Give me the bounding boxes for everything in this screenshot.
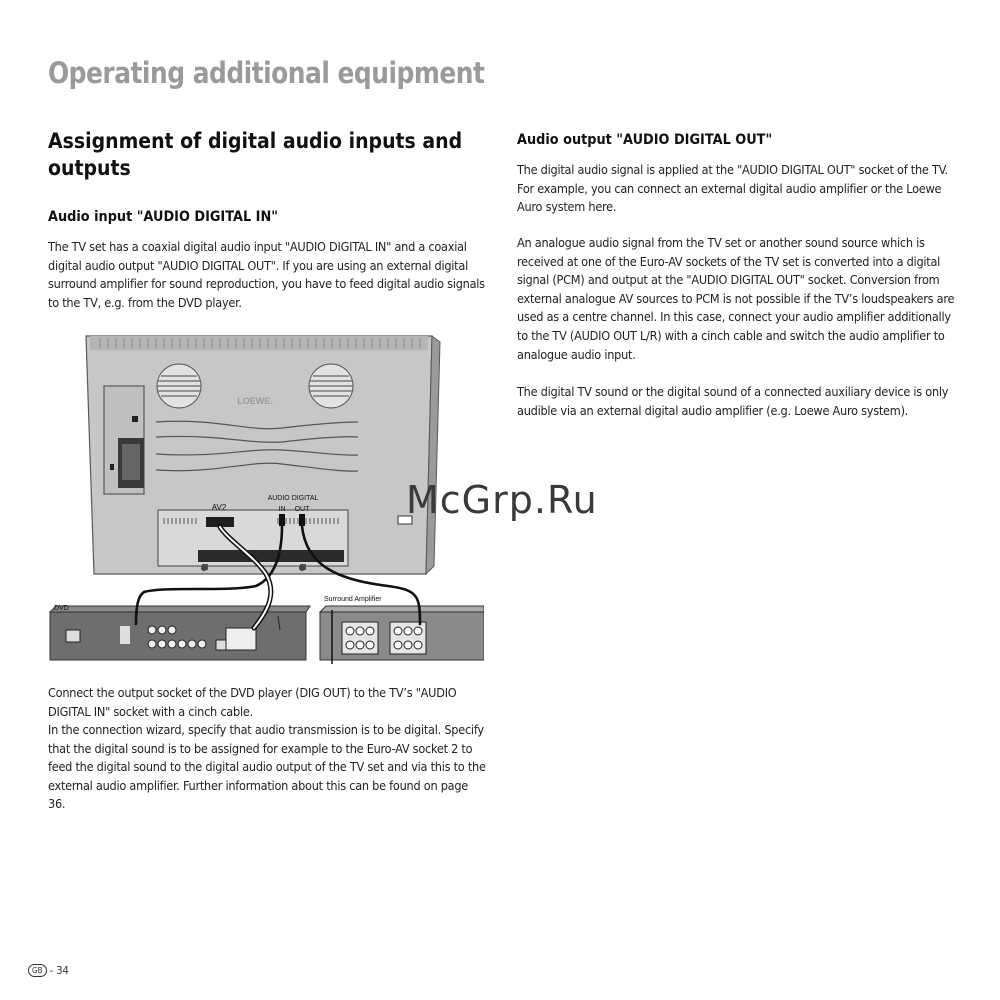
audio-digital-label: AUDIO DIGITAL: [267, 495, 319, 502]
speaker-grille-left: [157, 364, 201, 408]
dvd-label: DVD: [54, 605, 69, 612]
wizard-paragraph: In the connection wizard, specify that audio transmission is to be digital. Specify that the digital sound is to be assigned for example to the Euro-AV socket 2 to feed the digital sound to the digital audio output of the TV set and via this to the external audio amplifier. Further information about this can be found on page 36.: [48, 722, 486, 812]
in-label: IN: [278, 506, 286, 513]
connect-paragraph: Connect the output socket of the DVD player (DIG OUT) to the TV’s "AUDIO DIGITAL IN" socket with a cinch cable.: [48, 685, 457, 719]
section-title: Assignment of digital audio inputs and outputs: [48, 129, 463, 180]
audio-output-paragraph-1: The digital audio signal is applied at the "AUDIO DIGITAL OUT" socket of the TV. For example, you can connect an external digital audio amplifier or the Loewe Auro system here.: [517, 162, 948, 215]
audio-output-paragraph-3: The digital TV sound or the digital sound of a connected auxiliary device is only audible via an external digital audio amplifier (e.g. Loewe Auro system).: [517, 384, 949, 418]
dvd-player: [50, 606, 310, 660]
audio-output-heading: Audio output "AUDIO DIGITAL OUT": [517, 132, 773, 148]
page-title: Operating additional equipment: [48, 56, 485, 90]
surround-amplifier: [320, 606, 484, 664]
speaker-grille-right: [309, 364, 353, 408]
out-label: OUT: [294, 506, 310, 513]
av2-label: AV2: [211, 503, 227, 512]
tv-back-panel: [86, 336, 440, 574]
page-number: - 34: [49, 964, 69, 977]
tv-brand-logo: LOEWE.: [237, 396, 273, 406]
country-badge: GB: [28, 964, 47, 977]
audio-input-heading: Audio input "AUDIO DIGITAL IN": [48, 209, 278, 225]
audio-output-paragraph-2: An analogue audio signal from the TV set or another sound source which is received at one of the Euro-AV sockets of the TV set is converted into a digital signal (PCM) and output at the "AUDIO DIGITAL OUT" socket. Conversion from external analogue AV sources to PCM is not possible if the TV’s loudspeakers are used as a centre channel. In this case, connect your audio amplifier additionally to the TV (AUDIO OUT L/R) with a cinch cable and switch the audio amplifier to analogue audio input.: [517, 235, 955, 362]
audio-input-paragraph: The TV set has a coaxial digital audio input "AUDIO DIGITAL IN" and a coaxial digital audio output "AUDIO DIGITAL OUT". If you are using an external digital surround amplifier for sound reproduction, you have to feed digital audio signals to the TV, e.g. from the DVD player.: [48, 239, 485, 310]
surround-amplifier-label: Surround Amplifier: [324, 596, 382, 603]
page-footer: [28, 964, 69, 977]
watermark-text: McGrp.Ru: [406, 478, 598, 522]
